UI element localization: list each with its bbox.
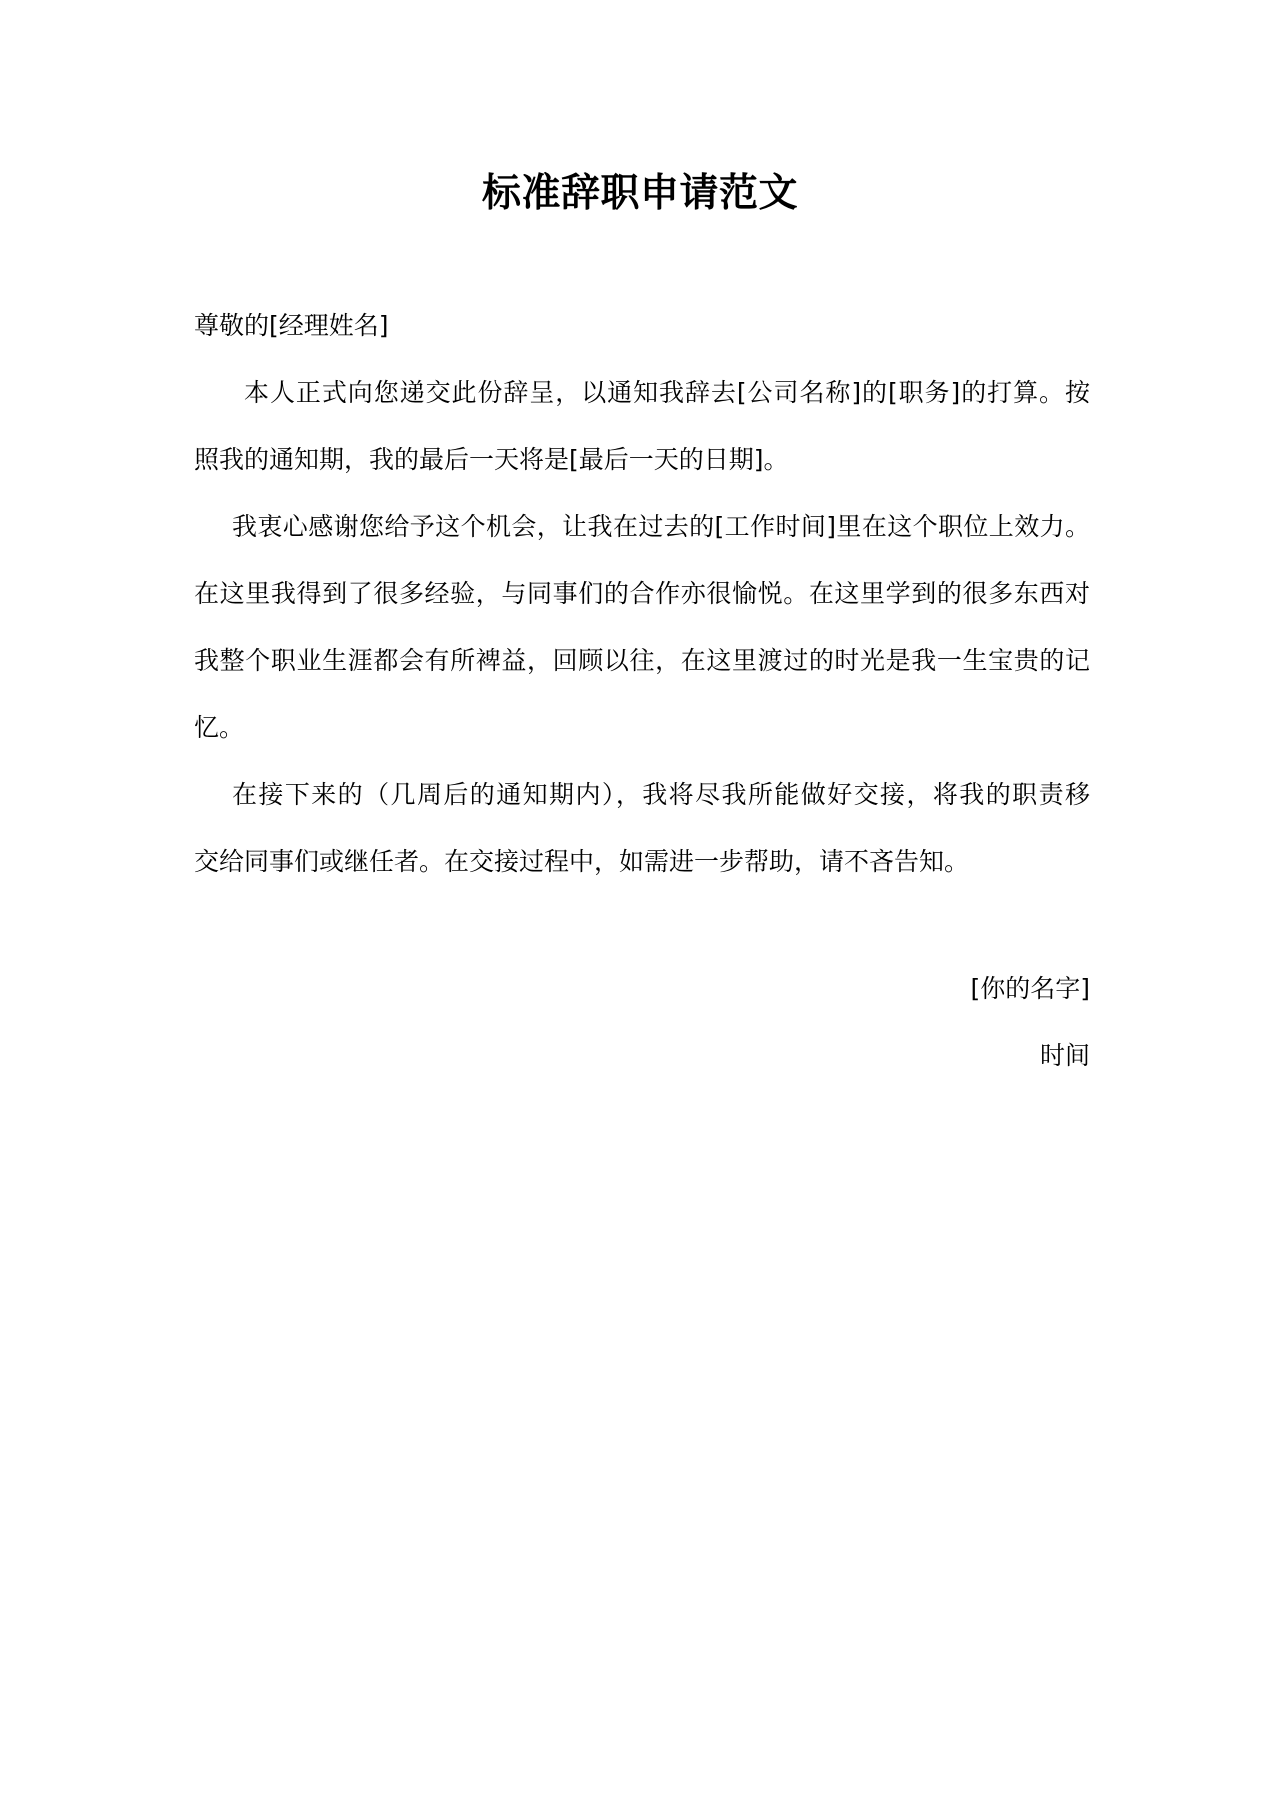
paragraph-2-line-3: 我整个职业生涯都会有所裨益，回顾以往，在这里渡过的时光是我一生宝贵的记 [194, 646, 1090, 675]
document-title: 标准辞职申请范文 [481, 171, 798, 216]
signature-gap [194, 895, 1090, 955]
paragraph-3-line-2: 交给同事们或继任者。在交接过程中，如需进一步帮助，请不吝告知。 [194, 847, 970, 876]
signature-name: [你的名字] [970, 974, 1090, 1003]
letter-body [194, 292, 1090, 1089]
salutation: 尊敬的[经理姓名] [194, 311, 389, 340]
paragraph-2-line-1: 我衷心感谢您给予这个机会，让我在过去的[工作时间]里在这个职位上效力。 [232, 512, 1090, 541]
paragraph-1-line-2: 照我的通知期，我的最后一天将是[最后一天的日期]。 [194, 445, 789, 474]
paragraph-1-line-1: 本人正式向您递交此份辞呈，以通知我辞去[公司名称]的[职务]的打算。按 [244, 378, 1090, 407]
paragraph-2-line-4: 忆。 [194, 713, 245, 742]
signature-date: 时间 [1039, 1041, 1090, 1070]
paragraph-2-line-2: 在这里我得到了很多经验，与同事们的合作亦很愉悦。在这里学到的很多东西对 [194, 579, 1090, 608]
paragraph-3-line-1: 在接下来的（几周后的通知期内），我将尽我所能做好交接，将我的职责移 [232, 780, 1090, 809]
